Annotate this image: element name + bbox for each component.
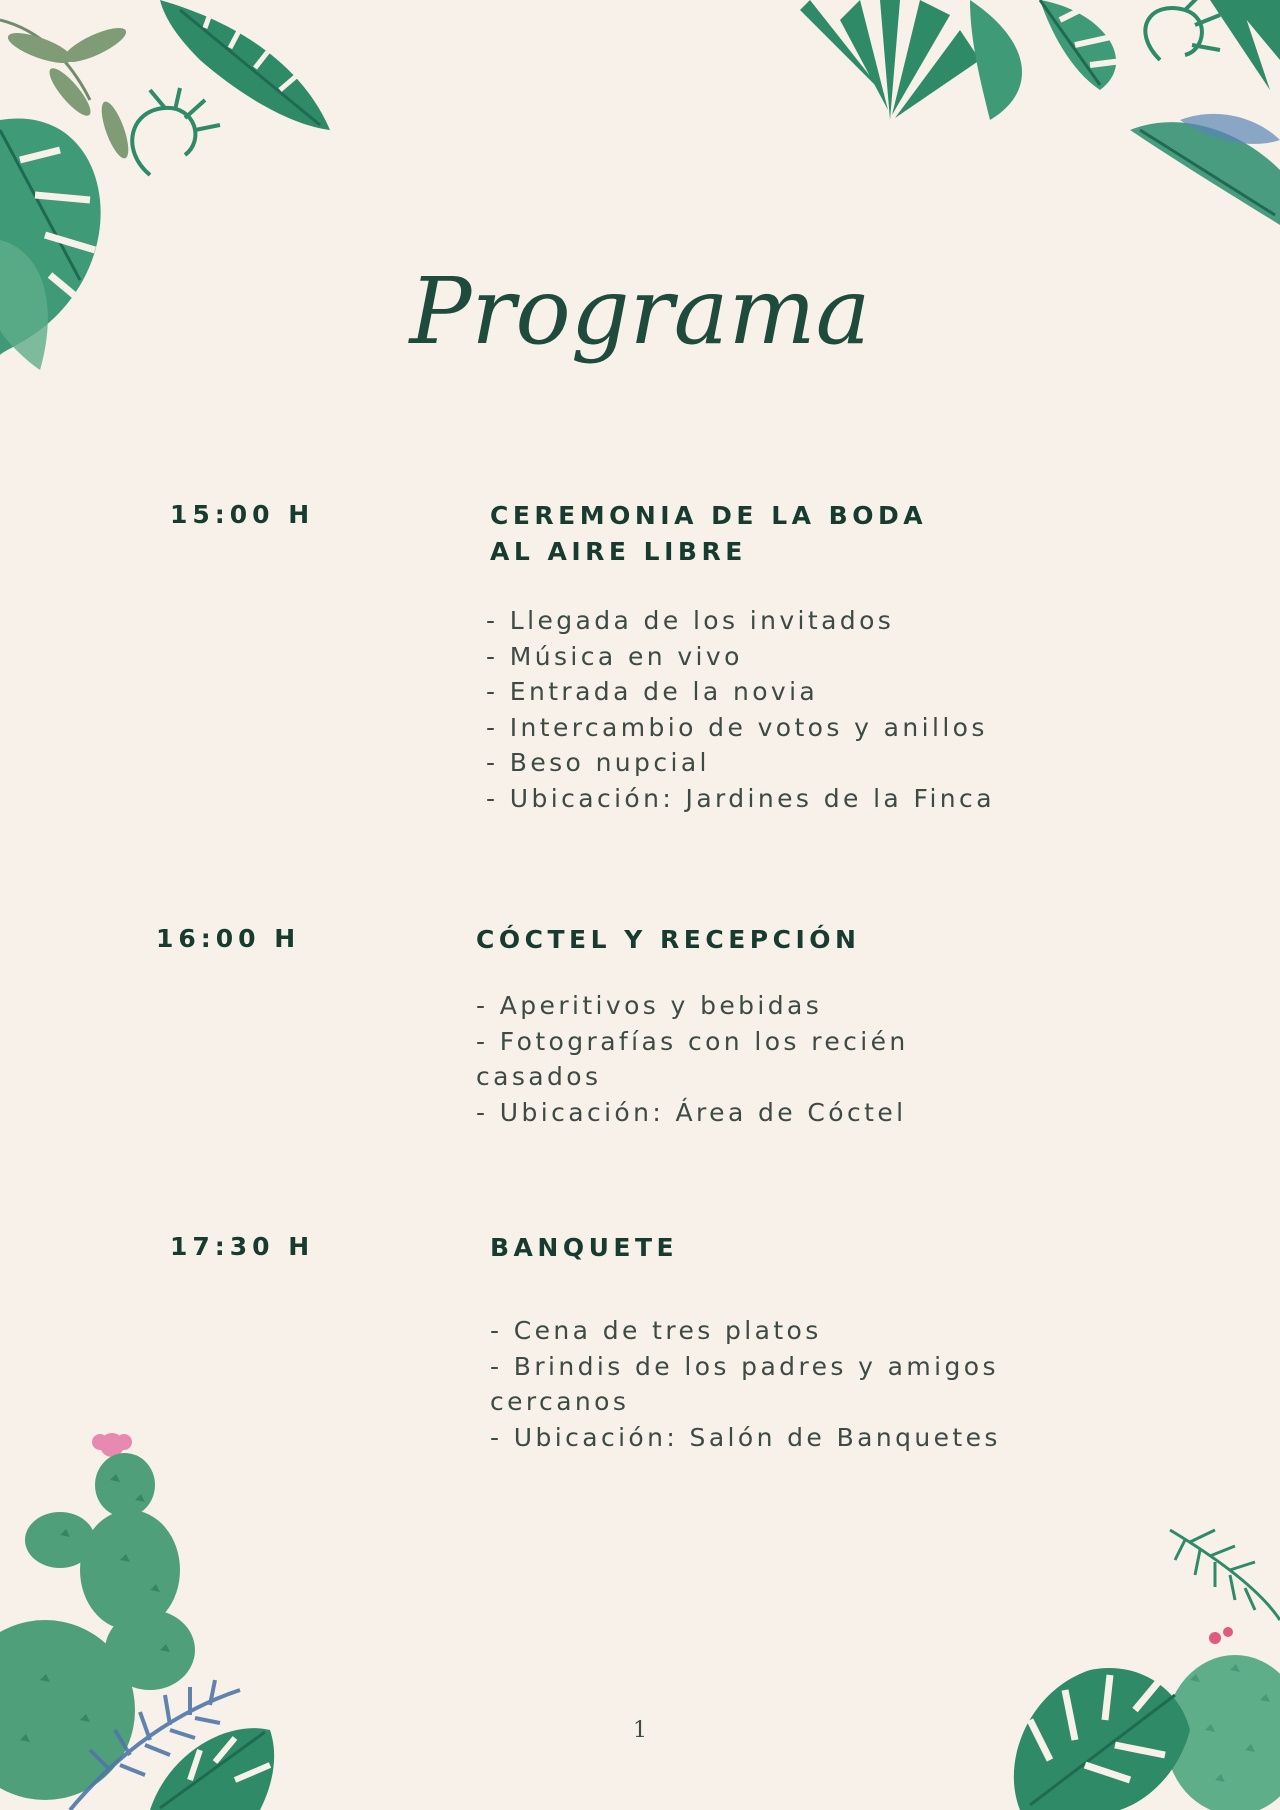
page-title-text: Programa bbox=[409, 258, 871, 365]
event-heading bbox=[476, 922, 1096, 958]
list-item: - Fotografías con los recién casados bbox=[476, 1026, 909, 1091]
list-item: - Cena de tres platos bbox=[490, 1316, 822, 1345]
bottom-left-cactus-illustration bbox=[0, 1420, 290, 1810]
event-heading-line: BANQUETE bbox=[490, 1233, 679, 1262]
list-item: - Beso nupcial bbox=[486, 748, 710, 777]
page-number: 1 bbox=[633, 1718, 647, 1743]
page-title bbox=[0, 238, 1280, 438]
list-item: - Música en vivo bbox=[486, 641, 743, 671]
top-right-foliage-illustration bbox=[800, 0, 1280, 240]
list-item: - Intercambio de votos y anillos bbox=[486, 712, 988, 742]
event-time: 17:30 H bbox=[170, 1232, 315, 1261]
list-item: - Llegada de los invitados bbox=[486, 606, 895, 635]
list-item: - Brindis de los padres y amigos cercanos bbox=[490, 1351, 999, 1416]
event-item-list bbox=[486, 603, 1146, 816]
event-item-list bbox=[490, 1313, 1130, 1455]
event-heading-line: CEREMONIA DE LA BODA bbox=[490, 501, 928, 530]
list-item: - Ubicación: Salón de Banquetes bbox=[490, 1422, 1001, 1452]
event-heading bbox=[490, 1230, 1110, 1266]
event-heading-line: CÓCTEL Y RECEPCIÓN bbox=[476, 925, 861, 954]
list-item: - Aperitivos y bebidas bbox=[476, 991, 823, 1020]
event-heading-line: AL AIRE LIBRE bbox=[490, 537, 747, 566]
event-heading bbox=[490, 498, 1110, 570]
bottom-right-foliage-illustration bbox=[990, 1520, 1280, 1810]
list-item: - Ubicación: Área de Cóctel bbox=[476, 1097, 907, 1127]
event-time: 16:00 H bbox=[156, 924, 301, 953]
list-item: - Entrada de la novia bbox=[486, 677, 819, 706]
list-item: - Ubicación: Jardines de la Finca bbox=[486, 783, 995, 813]
event-item-list bbox=[476, 988, 1036, 1130]
event-time: 15:00 H bbox=[170, 500, 315, 529]
